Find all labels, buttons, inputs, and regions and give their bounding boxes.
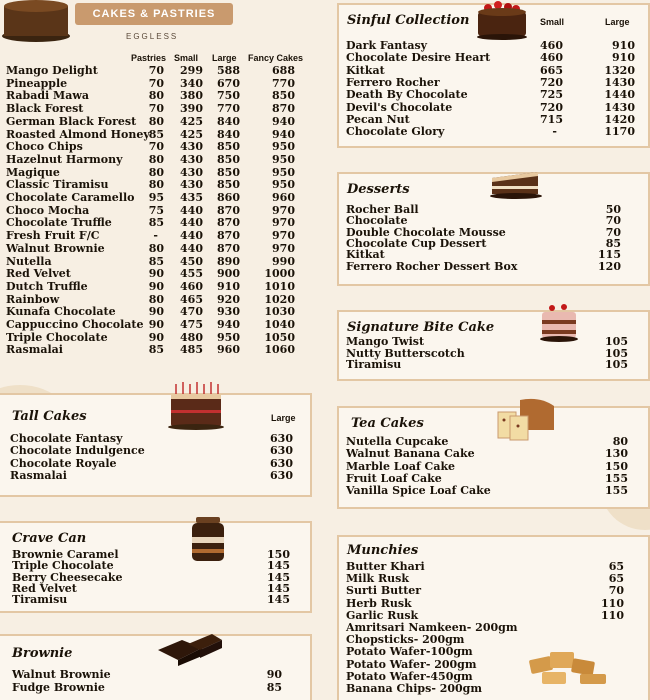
menu-item-name: Chocolate Indulgence: [10, 444, 145, 458]
menu-item-price: 840: [217, 114, 240, 128]
menu-item-row: [6, 281, 302, 294]
tall-cakes-section: [0, 393, 312, 497]
menu-item-price: 750: [217, 89, 240, 103]
menu-item-price: 70: [608, 584, 624, 598]
menu-item-price: 90: [148, 330, 164, 344]
menu-item-row: [12, 594, 300, 607]
menu-item-price: 85: [148, 216, 164, 230]
menu-item-price: 1420: [604, 112, 635, 126]
menu-item-name: Rasmalai: [6, 343, 63, 357]
signature-bite-cake-list: [346, 336, 636, 376]
munchies-title: Munchies: [347, 543, 419, 558]
eggless-label: EGGLESS: [126, 32, 179, 41]
menu-item-price: 90: [266, 668, 282, 681]
menu-item-name: Dark Fantasy: [346, 39, 428, 52]
menu-item-row: [12, 669, 300, 682]
menu-item-name: Chocolate Glory: [346, 125, 445, 139]
rusk-snacks-icon: [528, 648, 610, 688]
menu-item-price: 440: [180, 241, 203, 255]
berry-cake-icon: [476, 0, 528, 42]
menu-item-price: 940: [272, 114, 295, 128]
brownie-title: Brownie: [12, 646, 73, 661]
menu-item-name: Pecan Nut: [346, 112, 410, 126]
menu-item-row: [6, 268, 302, 281]
menu-item-price: 870: [272, 102, 295, 116]
tall-cakes-list: [10, 433, 300, 485]
menu-item-price: 65: [608, 572, 624, 586]
menu-item-name: Fruit Loaf Cake: [346, 471, 442, 485]
menu-item-price: 850: [217, 178, 240, 192]
menu-item-row: [6, 192, 302, 205]
menu-item-row: [346, 52, 642, 65]
crave-can-title: Crave Can: [12, 531, 87, 546]
menu-item-price: 485: [180, 343, 203, 357]
menu-item-name: Choco Chips: [6, 140, 83, 154]
menu-item-price: 1000: [264, 267, 295, 281]
menu-item-name: Magique: [6, 165, 60, 179]
menu-item-name: Fresh Fruit F/C: [6, 229, 100, 243]
menu-item-price: 299: [180, 64, 203, 77]
menu-item-price: 105: [605, 346, 628, 360]
menu-item-name: Rasmalai: [10, 469, 67, 483]
menu-item-price: 90: [148, 305, 164, 319]
menu-item-price: -: [552, 125, 557, 139]
menu-item-name: Chocolate Caramello: [6, 191, 135, 204]
menu-item-price: 90: [148, 267, 164, 281]
menu-item-price: 150: [605, 459, 628, 473]
menu-item-row: [12, 682, 300, 695]
menu-item-name: Potato Wafer- 200gm: [346, 657, 477, 671]
menu-item-name: Mango Twist: [346, 335, 425, 348]
menu-item-price: 910: [217, 279, 240, 293]
menu-item-price: 970: [272, 241, 295, 255]
menu-item-name: Chocolate Desire Heart: [346, 51, 491, 65]
menu-item-price: 970: [272, 229, 295, 243]
menu-item-name: Choco Mocha: [6, 203, 90, 217]
menu-item-price: 70: [148, 76, 164, 90]
cake-slice-icon: [490, 168, 542, 200]
menu-item-name: Berry Cheesecake: [12, 570, 123, 584]
menu-item-price: 430: [180, 152, 203, 166]
menu-item-name: Banana Chips- 200gm: [346, 682, 483, 695]
brownie-list: [12, 669, 300, 697]
menu-item-price: 1020: [264, 292, 295, 306]
menu-item-row: [6, 154, 302, 167]
menu-item-name: Brownie Caramel: [12, 548, 119, 561]
menu-item-name: Black Forest: [6, 102, 84, 116]
menu-item-name: Triple Chocolate: [6, 330, 108, 344]
menu-item-name: Ferrero Rocher: [346, 75, 440, 89]
menu-item-name: Red Velvet: [12, 581, 77, 595]
menu-item-name: Death By Chocolate: [346, 88, 468, 102]
menu-item-row: [346, 485, 636, 498]
menu-item-row: [6, 230, 302, 243]
menu-item-price: 70: [148, 102, 164, 116]
menu-item-price: 950: [217, 330, 240, 344]
menu-item-price: 900: [217, 267, 240, 281]
menu-item-name: Chocolate Fantasy: [10, 432, 123, 445]
chocolate-cake-icon: [0, 0, 70, 42]
menu-item-price: 840: [217, 127, 240, 141]
col-header-pastries: Pastries: [131, 53, 167, 63]
menu-item-price: 465: [180, 292, 203, 306]
menu-item-row: [346, 126, 642, 139]
menu-item-price: 115: [598, 248, 621, 262]
menu-item-price: 430: [180, 178, 203, 192]
menu-item-price: 920: [217, 292, 240, 306]
cakes-pastries-title: CAKES & PASTRIES: [75, 3, 233, 25]
menu-item-name: Cappuccino Chocolate: [6, 318, 144, 331]
menu-item-price: 890: [217, 254, 240, 268]
menu-item-name: Amritsari Namkeen- 200gm: [346, 621, 518, 634]
menu-item-price: 950: [272, 140, 295, 154]
menu-item-price: 425: [180, 127, 203, 141]
menu-item-price: 390: [180, 102, 203, 116]
menu-item-price: 870: [217, 216, 240, 230]
menu-item-name: Walnut Brownie: [12, 668, 111, 681]
menu-item-price: 950: [272, 152, 295, 166]
menu-item-price: 910: [612, 39, 635, 52]
menu-item-price: 145: [267, 559, 290, 573]
menu-item-price: 1430: [604, 100, 635, 114]
menu-item-price: 630: [270, 432, 293, 445]
menu-item-price: 460: [540, 39, 563, 52]
menu-item-price: 105: [605, 358, 628, 371]
menu-item-name: Walnut Brownie: [6, 241, 105, 255]
menu-item-price: 95: [148, 191, 164, 204]
menu-item-price: 940: [272, 127, 295, 141]
menu-item-name: Tiramisu: [12, 593, 68, 607]
menu-item-name: Ferrero Rocher Dessert Box: [346, 259, 518, 273]
menu-item-price: 80: [148, 114, 164, 128]
menu-item-price: 155: [605, 484, 628, 498]
menu-item-name: Double Chocolate Mousse: [346, 225, 506, 239]
menu-item-name: Classic Tiramisu: [6, 178, 109, 192]
menu-item-price: 1050: [264, 330, 295, 344]
menu-item-price: 1060: [264, 343, 295, 357]
menu-item-price: 145: [267, 593, 290, 607]
desserts-title: Desserts: [347, 182, 410, 197]
menu-item-price: 155: [605, 471, 628, 485]
menu-item-name: Milk Rusk: [346, 572, 409, 586]
menu-item-price: 870: [217, 229, 240, 243]
crave-can-list: [12, 549, 300, 613]
menu-item-price: 110: [601, 608, 624, 622]
menu-item-row: [346, 261, 636, 274]
menu-item-price: 85: [148, 254, 164, 268]
menu-item-name: Chocolate: [346, 214, 408, 228]
menu-item-row: [6, 116, 302, 129]
menu-item-price: 430: [180, 165, 203, 179]
menu-item-price: 435: [180, 191, 203, 204]
col-header-fancy-cakes: Fancy Cakes: [248, 53, 304, 63]
menu-item-price: 850: [217, 140, 240, 154]
menu-item-price: 1320: [604, 63, 635, 77]
menu-item-row: [6, 90, 302, 103]
menu-item-price: 665: [540, 63, 563, 77]
menu-item-price: 630: [270, 444, 293, 458]
tea-cakes-section: [337, 406, 650, 509]
desserts-list: [346, 204, 636, 282]
menu-item-row: [6, 103, 302, 116]
menu-item-price: 910: [612, 51, 635, 65]
menu-item-name: Red Velvet: [6, 267, 71, 281]
menu-item-name: Herb Rusk: [346, 596, 412, 610]
menu-item-name: Pineapple: [6, 76, 68, 90]
menu-item-price: 970: [272, 216, 295, 230]
menu-item-name: Kitkat: [346, 63, 385, 77]
menu-item-price: 950: [272, 165, 295, 179]
bite-cake-icon: [538, 302, 580, 344]
menu-item-price: 430: [180, 140, 203, 154]
menu-item-name: Nutella: [6, 254, 52, 268]
menu-item-name: Tiramisu: [346, 358, 402, 371]
menu-item-price: 725: [540, 88, 563, 102]
menu-item-price: 990: [272, 254, 295, 268]
menu-item-name: Rocher Ball: [346, 203, 419, 216]
menu-item-price: 720: [540, 75, 563, 89]
menu-item-row: [6, 319, 302, 332]
menu-item-price: 90: [148, 318, 164, 331]
menu-item-name: Mango Delight: [6, 64, 98, 77]
menu-item-name: Devil's Chocolate: [346, 100, 453, 114]
menu-item-price: 1440: [604, 88, 635, 102]
menu-item-row: [6, 294, 302, 307]
menu-item-price: 65: [608, 560, 624, 573]
menu-item-price: 850: [217, 165, 240, 179]
menu-item-name: Walnut Banana Cake: [346, 447, 475, 461]
menu-item-name: Nutty Butterscotch: [346, 346, 465, 360]
menu-item-price: 70: [605, 225, 621, 239]
sinful-collection-title: Sinful Collection: [347, 13, 470, 28]
col-header-small: Small: [540, 17, 565, 27]
menu-item-price: 460: [540, 51, 563, 65]
menu-item-price: 380: [180, 89, 203, 103]
menu-item-price: 120: [598, 259, 621, 273]
menu-item-price: 450: [180, 254, 203, 268]
menu-item-name: Vanilla Spice Loaf Cake: [346, 484, 491, 498]
menu-item-row: [6, 217, 302, 230]
menu-item-price: 110: [601, 596, 624, 610]
menu-item-price: 145: [267, 570, 290, 584]
signature-bite-cake-title: Signature Bite Cake: [347, 320, 495, 335]
menu-item-price: 130: [605, 447, 628, 461]
menu-item-price: 105: [605, 335, 628, 348]
tea-cakes-list: [346, 436, 636, 502]
menu-item-price: 80: [148, 165, 164, 179]
menu-item-price: 470: [180, 305, 203, 319]
menu-item-price: 960: [217, 343, 240, 357]
menu-item-price: 80: [148, 178, 164, 192]
tea-cakes-title: Tea Cakes: [351, 416, 424, 431]
menu-item-price: 715: [540, 112, 563, 126]
menu-item-name: Rainbow: [6, 292, 60, 306]
menu-item-price: 440: [180, 203, 203, 217]
menu-item-row: [6, 167, 302, 180]
sinful-collection-list: [346, 40, 642, 145]
menu-item-price: 480: [180, 330, 203, 344]
menu-item-name: Kitkat: [346, 248, 385, 262]
crave-can-section: [0, 521, 312, 613]
menu-item-name: Chopsticks- 200gm: [346, 633, 465, 647]
menu-item-row: [6, 243, 302, 256]
menu-item-price: 940: [217, 318, 240, 331]
menu-item-price: 50: [605, 203, 621, 216]
menu-item-price: 80: [612, 435, 628, 448]
col-header-large: Large: [605, 17, 630, 27]
menu-item-price: 950: [272, 178, 295, 192]
menu-item-row: [6, 306, 302, 319]
menu-item-row: [6, 332, 302, 345]
menu-item-price: 75: [148, 203, 164, 217]
menu-item-price: 340: [180, 76, 203, 90]
menu-item-row: [6, 65, 302, 78]
menu-item-price: 670: [217, 76, 240, 90]
menu-item-price: 150: [267, 548, 290, 561]
menu-item-name: Hazelnut Harmony: [6, 152, 123, 166]
menu-item-price: 80: [148, 89, 164, 103]
menu-item-row: [346, 448, 636, 461]
menu-item-name: Potato Wafer-450gm: [346, 669, 473, 683]
menu-item-name: Garlic Rusk: [346, 608, 419, 622]
menu-item-price: 1040: [264, 318, 295, 331]
menu-item-row: [346, 359, 636, 372]
menu-item-row: [6, 78, 302, 91]
menu-item-price: 630: [270, 456, 293, 470]
menu-item-price: 70: [605, 214, 621, 228]
menu-item-price: 850: [217, 152, 240, 166]
menu-item-price: 85: [266, 681, 282, 694]
menu-item-price: 850: [272, 89, 295, 103]
menu-item-row: [6, 205, 302, 218]
menu-item-price: 588: [217, 64, 240, 77]
menu-item-row: [6, 344, 302, 357]
menu-item-price: 1170: [604, 125, 635, 139]
menu-item-name: Nutella Cupcake: [346, 435, 449, 448]
menu-item-price: 970: [272, 203, 295, 217]
menu-item-price: 475: [180, 318, 203, 331]
menu-item-name: Marble Loaf Cake: [346, 459, 456, 473]
menu-item-name: Chocolate Cup Dessert: [346, 236, 487, 250]
col-header-large: Large: [212, 53, 237, 63]
menu-item-name: Triple Chocolate: [12, 559, 114, 573]
menu-item-name: Chocolate Royale: [10, 456, 117, 470]
menu-item-price: 860: [217, 191, 240, 204]
menu-item-price: 440: [180, 229, 203, 243]
signature-bite-cake-section: [337, 310, 650, 381]
menu-item-name: Potato Wafer-100gm: [346, 645, 473, 659]
menu-item-row: [346, 89, 642, 102]
menu-item-price: 70: [148, 140, 164, 154]
menu-item-price: 1010: [264, 279, 295, 293]
menu-item-price: 425: [180, 114, 203, 128]
menu-item-name: German Black Forest: [6, 114, 137, 128]
brownie-icon: [154, 630, 224, 666]
menu-item-price: 80: [148, 241, 164, 255]
jar-dessert-icon: [188, 515, 228, 563]
menu-item-name: Roasted Almond Honey: [6, 127, 150, 141]
menu-item-price: 770: [272, 76, 295, 90]
menu-item-price: 630: [270, 469, 293, 483]
menu-item-price: 1430: [604, 75, 635, 89]
menu-item-price: 85: [605, 236, 621, 250]
birthday-cake-icon: [168, 380, 224, 430]
menu-item-price: 688: [272, 64, 295, 77]
menu-item-price: 870: [217, 203, 240, 217]
menu-item-price: 85: [148, 127, 164, 141]
menu-item-row: [6, 141, 302, 154]
menu-item-price: 90: [148, 279, 164, 293]
col-header-large: Large: [271, 413, 296, 423]
menu-item-price: 70: [148, 64, 164, 77]
menu-item-price: 770: [217, 102, 240, 116]
menu-item-price: 80: [148, 152, 164, 166]
menu-item-name: Kunafa Chocolate: [6, 305, 116, 319]
menu-item-name: Fudge Brownie: [12, 681, 105, 694]
menu-item-row: [10, 470, 300, 483]
menu-item-price: 145: [267, 581, 290, 595]
menu-item-name: Surti Butter: [346, 584, 422, 598]
cakes-pastries-section: [0, 0, 310, 370]
cakes-pastries-list: [6, 65, 302, 360]
loaf-cake-icon: [496, 396, 558, 442]
menu-item-price: 930: [217, 305, 240, 319]
menu-item-price: 460: [180, 279, 203, 293]
menu-item-price: -: [153, 229, 158, 243]
tall-cakes-title: Tall Cakes: [12, 409, 87, 424]
menu-item-name: Butter Khari: [346, 560, 425, 573]
menu-item-name: Dutch Truffle: [6, 279, 88, 293]
col-header-small: Small: [174, 53, 199, 63]
menu-item-price: 440: [180, 216, 203, 230]
menu-item-price: 80: [148, 292, 164, 306]
menu-item-name: Chocolate Truffle: [6, 216, 112, 230]
menu-item-name: Rabadi Mawa: [6, 89, 89, 103]
menu-item-row: [6, 179, 302, 192]
menu-item-price: 85: [148, 343, 164, 357]
menu-item-price: 960: [272, 191, 295, 204]
menu-item-price: 870: [217, 241, 240, 255]
menu-item-price: 1030: [264, 305, 295, 319]
menu-item-price: 455: [180, 267, 203, 281]
menu-item-price: 720: [540, 100, 563, 114]
